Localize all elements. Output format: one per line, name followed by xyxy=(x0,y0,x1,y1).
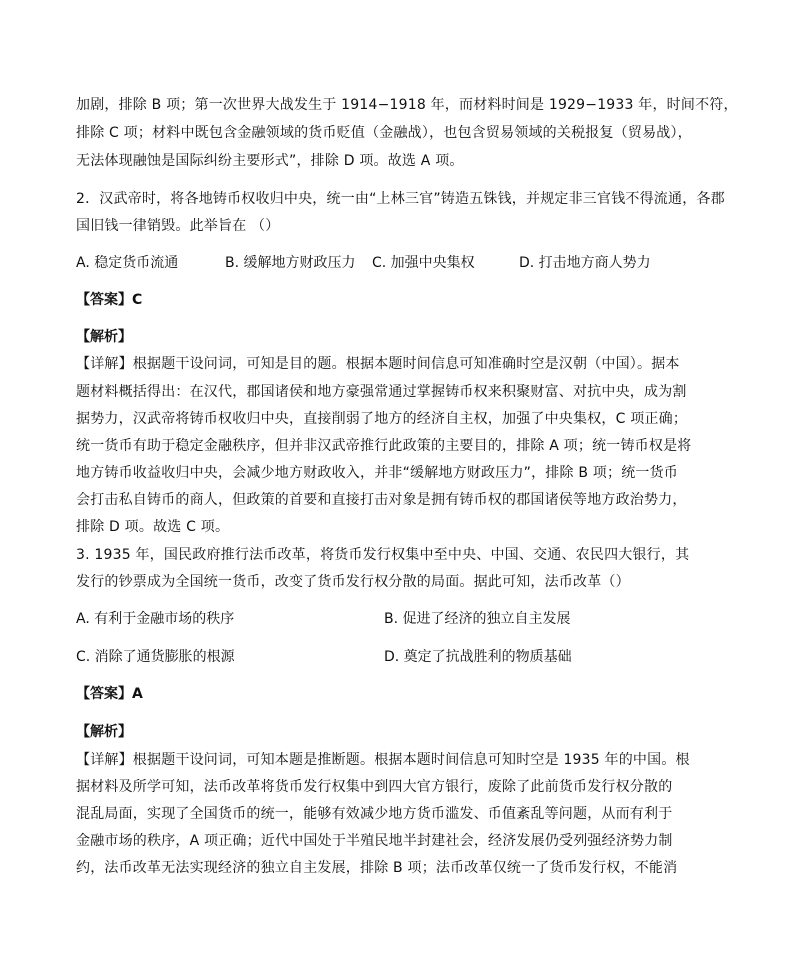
q3-analysis-line-5: 约，法币改革无法实现经济的独立自主发展，排除 B 项；法币改革仅统一了货币发行权，不能消 xyxy=(76,860,678,876)
q2-option-a: A. 稳定货币流通 xyxy=(76,255,179,271)
q2-analysis-line-5: 地方铸币收益收归中央，会减少地方财政收入，并非“缓解地方财政压力”，排除 B 项；统一货币 xyxy=(76,465,679,481)
q2-stem-line-1: 2．汉武帝时，将各地铸币权收归中央，统一由“上林三官”铸造五铢钱，并规定非三官钱不得流通，各郡 xyxy=(76,191,725,207)
q3-answer: 【答案】A xyxy=(76,686,143,702)
q2-analysis-line-4: 统一货币有助于稳定金融秩序，但并非汉武帝推行此政策的主要目的，排除 A 项；统一铸币权是将 xyxy=(76,438,692,454)
prev-analysis-line-3: 无法体现融蚀是国际纠纷主要形式”，排除 D 项。故选 A 项。 xyxy=(76,153,464,169)
q3-stem-line-2: 发行的钞票成为全国统一货币，改变了货币发行权分散的局面。据此可知，法币改革（） xyxy=(76,574,630,590)
q2-option-d: D. 打击地方商人势力 xyxy=(519,255,651,271)
q3-stem-line-1: 3. 1935 年，国民政府推行法币改革，将货币发行权集中至中央、中国、交通、农民四大银行，其 xyxy=(76,547,690,563)
q3-option-d: D. 奠定了抗战胜利的物质基础 xyxy=(384,649,572,665)
q2-analysis-label: 【解析】 xyxy=(76,329,132,345)
q3-analysis-line-2: 据材料及所学可知，法币改革将货币发行权集中到四大官方银行，废除了此前货币发行权分散的 xyxy=(76,779,673,795)
q2-analysis-line-3: 据势力，汉武帝将铸币权收归中央，直接削弱了地方的经济自主权，加强了中央集权，C 项正确； xyxy=(76,411,688,427)
prev-analysis-line-1: 加剧，排除 B 项；第一次世界大战发生于 1914−1918 年，而材料时间是 1929−1933 年，时间不符， xyxy=(76,97,738,113)
q3-analysis-label: 【解析】 xyxy=(76,724,132,740)
prev-analysis-line-2: 排除 C 项；材料中既包含金融领域的货币贬值（金融战），也包含贸易领域的关税报复（贸易战）， xyxy=(76,125,692,141)
q3-option-a: A. 有利于金融市场的秩序 xyxy=(76,611,235,627)
q3-analysis-line-4: 金融市场的秩序，A 项正确；近代中国处于半殖民地半封建社会，经济发展仍受列强经济势力制 xyxy=(76,833,673,849)
q3-option-c: C. 消除了通货膨胀的根源 xyxy=(76,649,235,665)
q2-stem-line-2: 国旧钱一律销毁。此举旨在 （） xyxy=(76,218,280,234)
q2-analysis-line-6: 会打击私自铸币的商人，但政策的首要和直接打击对象是拥有铸币权的郡国诸侯等地方政治势力， xyxy=(76,492,687,508)
q2-analysis-line-2: 题材料概括得出：在汉代，郡国诸侯和地方豪强常通过掌握铸币权来积聚财富、对抗中央，成为割 xyxy=(76,384,687,400)
q3-analysis-line-1: 【详解】根据题干设问词，可知本题是推断题。根据本题时间信息可知时空是 1935 年的中国。根 xyxy=(76,752,690,768)
q3-analysis-line-3: 混乱局面，实现了全国货币的统一，能够有效减少地方货币滥发、币值紊乱等问题，从而有利于 xyxy=(76,806,673,822)
q3-option-b: B. 促进了经济的独立自主发展 xyxy=(384,611,571,627)
q2-analysis-line-1: 【详解】根据题干设问词，可知是目的题。根据本题时间信息可知准确时空是汉朝（中国）。据本 xyxy=(76,356,680,372)
q2-answer: 【答案】C xyxy=(76,292,143,308)
q2-option-c: C. 加强中央集权 xyxy=(372,255,475,271)
q2-option-b: B. 缓解地方财政压力 xyxy=(225,255,356,271)
q2-analysis-line-7: 排除 D 项。故选 C 项。 xyxy=(76,519,230,535)
